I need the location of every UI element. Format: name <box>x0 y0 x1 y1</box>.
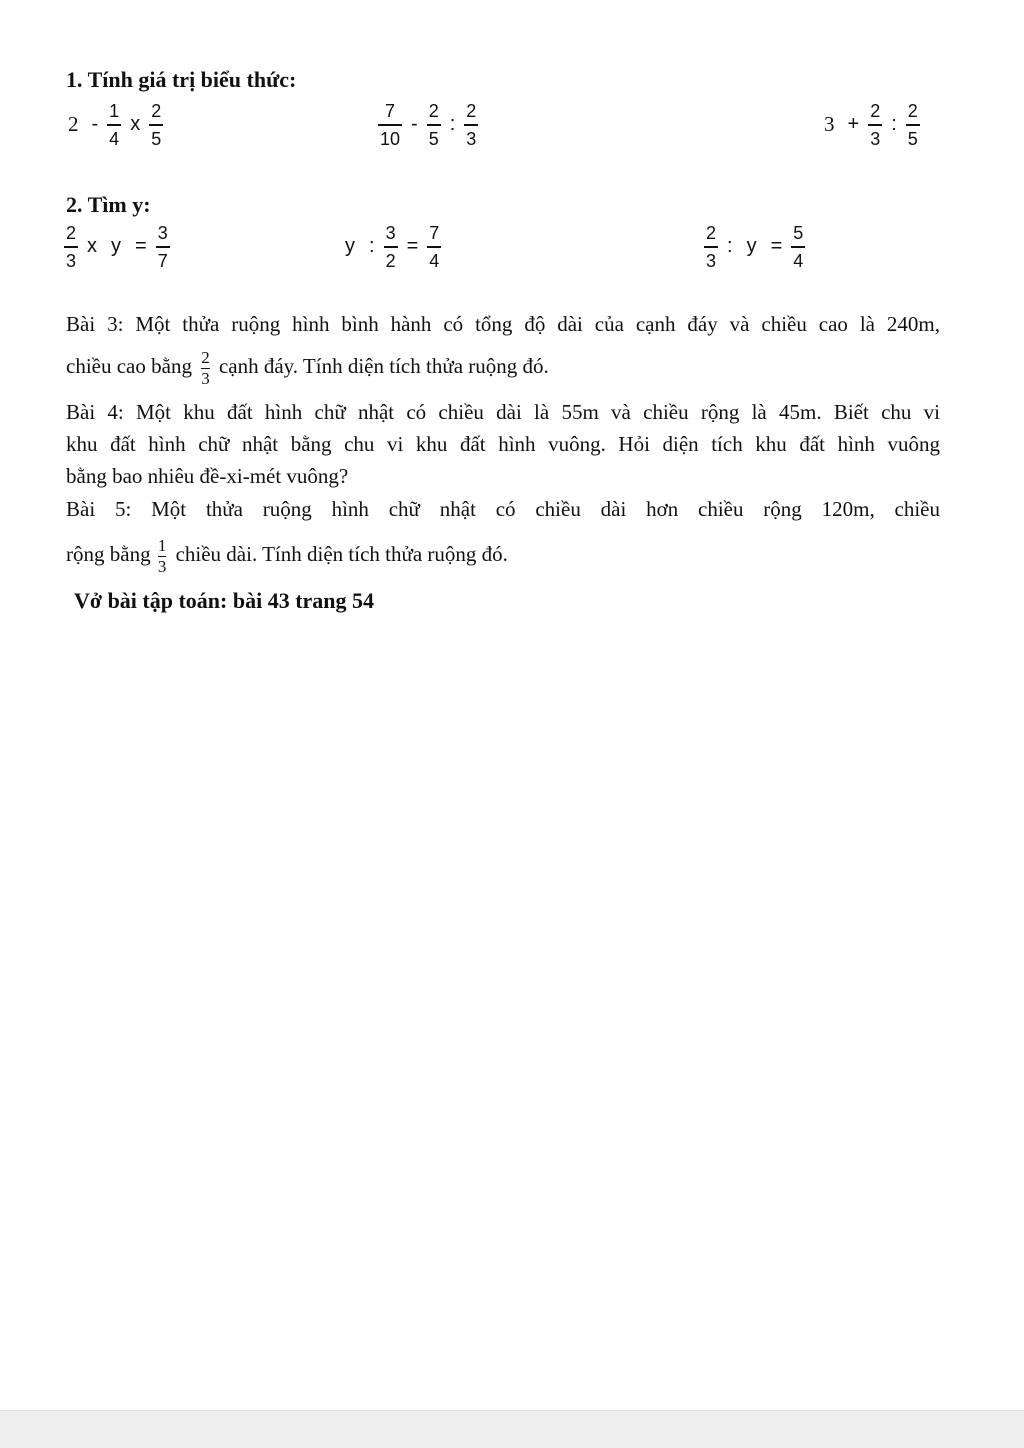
expr3-fraction-1 <box>868 100 882 150</box>
viewer-bottom-bar <box>0 1410 1024 1448</box>
expression-1 <box>62 100 165 150</box>
numerator: 2 <box>151 101 162 121</box>
numerator: 2 <box>466 101 477 121</box>
expr3-number: 3 <box>824 112 835 137</box>
numerator: 2 <box>428 101 439 121</box>
fraction-bar <box>791 246 805 248</box>
eq2-operator: : <box>369 235 375 258</box>
numerator: 5 <box>793 223 804 243</box>
expr3-fraction-2 <box>906 100 920 150</box>
fraction-bar <box>427 246 441 248</box>
expr2-fraction-3 <box>464 100 478 150</box>
denominator: 4 <box>793 250 804 271</box>
expr1-fraction-2 <box>149 100 163 150</box>
fraction-bar <box>378 124 402 126</box>
eq3-operator: : <box>727 235 733 258</box>
bai5-line-2 <box>66 532 940 576</box>
expr1-number: 2 <box>68 112 79 137</box>
equation-3 <box>702 222 807 272</box>
expr2-fraction-1 <box>378 100 402 150</box>
denominator: 5 <box>907 128 918 149</box>
expr1-operator-1: - <box>91 113 99 136</box>
eq2-fraction-1 <box>384 222 398 272</box>
expr1-fraction-1 <box>107 100 121 150</box>
workbook-reference: Vở bài tập toán: bài 43 trang 54 <box>74 588 375 613</box>
expr2-fraction-2 <box>427 100 441 150</box>
fraction-bar <box>906 124 920 126</box>
eq2-fraction-2 <box>427 222 441 272</box>
bai3-text-pre: chiều cao bằng <box>66 354 192 378</box>
bai5-text-post: chiều dài. Tính diện tích thửa ruộng đó. <box>175 542 508 566</box>
bai4-line-2: khu đất hình chữ nhật bằng chu vi khu đất hình vuông. Hỏi diện tích khu đất hình vuông <box>66 432 940 456</box>
numerator: 7 <box>385 101 396 121</box>
expr2-operator-1: - <box>411 113 418 136</box>
fraction-bar <box>156 246 170 248</box>
numerator: 7 <box>429 223 440 243</box>
bai3-line-2 <box>66 344 940 388</box>
expr2-operator-2: : <box>449 113 456 136</box>
numerator: 3 <box>157 223 168 243</box>
denominator: 3 <box>201 368 210 388</box>
eq1-variable: y <box>111 235 122 258</box>
denominator: 3 <box>466 128 477 149</box>
expr1-operator-2: x <box>130 113 141 136</box>
numerator: 2 <box>66 223 77 243</box>
numerator: 2 <box>870 101 881 121</box>
eq2-equals: = <box>406 235 419 258</box>
numerator: 1 <box>157 535 167 555</box>
bai5-text-pre: rộng bằng <box>66 542 151 566</box>
fraction-bar <box>464 124 478 126</box>
denominator: 5 <box>428 128 439 149</box>
fraction-bar <box>427 124 441 126</box>
eq3-fraction-1 <box>704 222 718 272</box>
bai5-fraction <box>158 537 167 576</box>
eq3-equals: = <box>770 235 783 258</box>
eq3-fraction-2 <box>791 222 805 272</box>
denominator: 3 <box>706 250 717 271</box>
eq1-equals: = <box>135 235 147 258</box>
numerator: 1 <box>109 101 120 121</box>
denominator: 3 <box>66 250 77 271</box>
fraction-bar <box>384 246 398 248</box>
fraction-bar <box>149 124 163 126</box>
denominator: 3 <box>870 128 881 149</box>
bai3-fraction <box>201 349 210 388</box>
denominator: 5 <box>151 128 162 149</box>
denominator: 10 <box>380 128 401 149</box>
eq1-fraction-2 <box>156 222 170 272</box>
bai4-line-3: bằng bao nhiêu đề-xi-mét vuông? <box>66 464 349 488</box>
expression-3 <box>818 100 922 150</box>
fraction-bar <box>704 246 718 248</box>
expr3-operator-2: : <box>891 113 897 136</box>
numerator: 2 <box>201 347 210 367</box>
fraction-bar <box>107 124 121 126</box>
bai5-line-1: Bài 5: Một thửa ruộng hình chữ nhật có chiều dài hơn chiều rộng 120m, chiều <box>66 497 940 521</box>
fraction-bar <box>868 124 882 126</box>
expr3-operator-1: + <box>847 113 860 136</box>
eq1-fraction-1 <box>64 222 78 272</box>
denominator: 4 <box>109 128 120 149</box>
numerator: 2 <box>706 223 717 243</box>
bai4-line-1: Bài 4: Một khu đất hình chữ nhật có chiều dài là 55m và chiều rộng là 45m. Biết chu vi <box>66 400 940 424</box>
fraction-bar <box>64 246 78 248</box>
eq3-variable: y <box>746 235 757 258</box>
bai3-text-post: cạnh đáy. Tính diện tích thửa ruộng đó. <box>218 354 549 378</box>
expression-2 <box>376 100 480 150</box>
eq2-variable: y <box>345 235 355 258</box>
numerator: 2 <box>907 101 918 121</box>
denominator: 7 <box>157 250 168 271</box>
denominator: 3 <box>157 556 167 576</box>
denominator: 2 <box>385 250 396 271</box>
section1-heading: 1. Tính giá trị biểu thức: <box>66 67 297 92</box>
equation-1 <box>62 222 172 272</box>
eq1-operator: x <box>87 235 98 258</box>
denominator: 4 <box>429 250 440 271</box>
bai3-line-1: Bài 3: Một thửa ruộng hình bình hành có tổng độ dài của cạnh đáy và chiều cao là 240m, <box>66 312 940 336</box>
numerator: 3 <box>385 223 396 243</box>
section2-heading: 2. Tìm y: <box>66 192 151 217</box>
equation-2 <box>338 222 443 272</box>
